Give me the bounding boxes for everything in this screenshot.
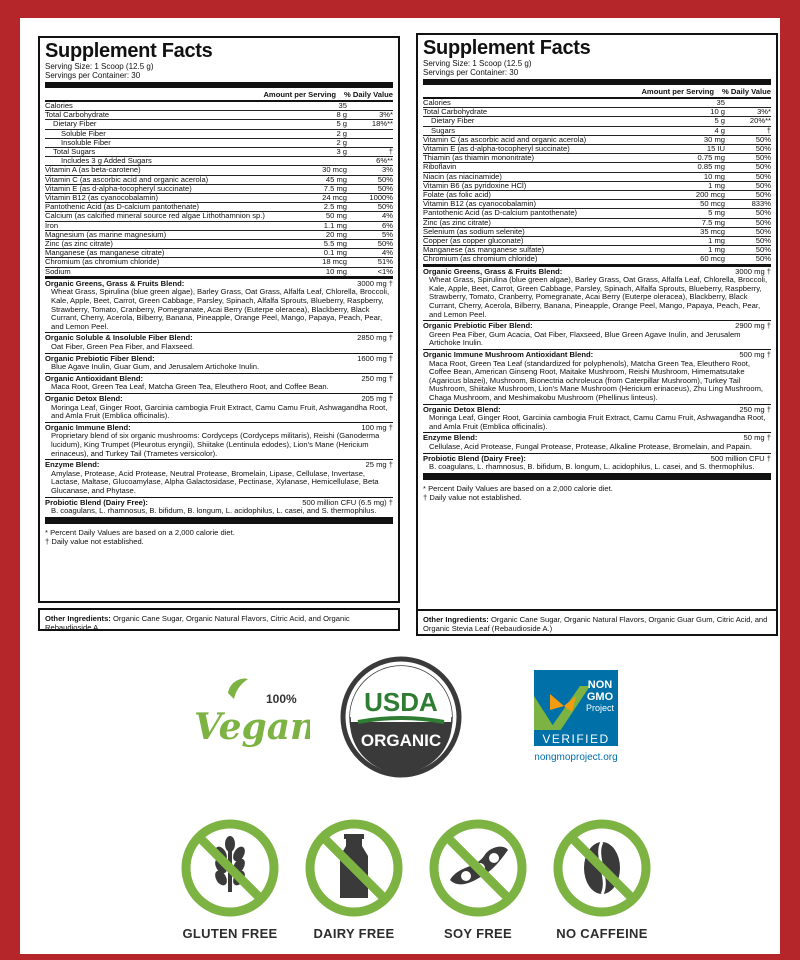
nutrient-amount: 20 mg [325, 229, 347, 239]
blend-ingredients: Wheat Grass, Spirulina (blue green algae), Barley Grass, Oat Grass, Alfalfa Leaf, Chlorella, Broccoli, Kale, Apple, Beet, Carrot, Green Cabbage, Parsley, Spinach, Alfalfa Sprouts, Blueberry, Raspberry, Strawberry, Tomato, Cranberry, Pomegranate, Acai Berry (Euterpe oleracea), Blackberry, Black Currant, Cherry, Acerola, Bilberry, Banana, Pineapple, Orange Peel, Mango, Papaya, Peach, Pear, and Lemon Peel. [51, 287, 390, 331]
nutrient-name: Vitamin B6 (as pyridoxine HCl) [423, 181, 527, 190]
blend-name: Organic Prebiotic Fiber Blend: [423, 321, 533, 331]
nutrient-dv: † [766, 125, 771, 135]
blend-list [45, 279, 393, 518]
nutrient-amount: 50 mcg [700, 199, 725, 209]
nutrient-name: Chromium (as chromium chloride) [423, 255, 538, 264]
usda-text: USDA [364, 687, 438, 717]
vegan-word: Vegan [194, 706, 310, 748]
nutrient-name: Includes 3 g Added Sugars [61, 157, 152, 166]
verified-text: VERIFIED [542, 732, 610, 746]
servings-per-container: Servings per Container: 30 [423, 68, 519, 77]
nutrient-name: Vitamin C (as ascorbic acid and organic acerola) [423, 135, 587, 144]
nutrient-amount: 5 g [336, 119, 347, 129]
nutrient-name: Vitamin B12 (as cyanocobalamin) [423, 200, 536, 209]
dairy-free-label: DAIRY FREE [313, 926, 395, 941]
nutrient-dv: 50% [755, 190, 771, 200]
footnotes [45, 518, 393, 546]
blend-ingredients: Moringa Leaf, Ginger Root, Garcinia cambogia Fruit Extract, Camu Camu Fruit, Ashwagandha Root, and Amla Fruit (Emblica officinalis). [429, 413, 766, 431]
nutrient-amount: 0.1 mg [323, 248, 347, 258]
blend-item [45, 354, 393, 374]
nutrient-rows [45, 102, 393, 279]
nutrient-amount: 45 mg [325, 174, 347, 184]
blend-name: Organic Detox Blend: [45, 393, 123, 403]
blend-amount: 500 million CFU (6.5 mg) † [302, 497, 393, 507]
table-header [45, 88, 393, 102]
nutrient-amount: 200 mcg [695, 190, 725, 200]
vegan-percent: 100% [266, 692, 297, 706]
nutrient-row [45, 268, 393, 279]
ingredients-text: Organic Cane Sugar, Organic Natural Flavors, Organic Guar Gum, Citric Acid, and Organic Stevia Leaf (Rebaudioside A.) [423, 615, 768, 633]
blend-ingredients: Amylase, Protease, Acid Protease, Neutral Protease, Bromelain, Lipase, Cellulase, Invertase, Lactase, Maltase, Glucoamylase, Alpha Galactosidase, Pectinase, Xylanase, Hemicellulase, Beta Glucanase, and Phytase. [51, 468, 379, 495]
nutrient-dv: 50% [755, 144, 771, 154]
nutrient-name: Calcium (as calcified mineral source red algae Lithothamnion sp.) [45, 212, 265, 221]
nutrient-dv: 18%** [371, 119, 393, 129]
non-gmo-badge [520, 666, 630, 776]
nutrient-name: Total Sugars [53, 148, 96, 157]
blend-ingredients: Proprietary blend of six organic mushrooms: Cordyceps (Cordyceps militaris), Reishi (Ganoderma lucidum), King Trumpet (Pleurotus eryngii), Shiitake (Lentinula edodes), Lion's Mane (Hericium erinaceus), and Turkey Tail (Trametes versicolor). [51, 431, 380, 458]
nutrient-dv: 6% [382, 220, 393, 230]
nutrient-amount: 35 [338, 101, 347, 110]
nutrient-name: Iron [45, 221, 59, 230]
blend-amount: 3000 mg † [357, 278, 393, 288]
label-card [20, 18, 780, 954]
nutrient-rows [423, 99, 771, 267]
nutrient-dv: 50% [377, 202, 393, 212]
blend-name: Organic Immune Blend: [45, 422, 131, 432]
nutrient-dv: † [388, 147, 393, 157]
supplement-facts-right [416, 33, 778, 615]
nutrient-amount: 10 g [710, 107, 725, 117]
table-header [423, 85, 771, 99]
nutrient-name: Dietary Fiber [431, 117, 475, 126]
nutrient-amount: 1.1 mg [323, 220, 347, 230]
nutrient-name: Vitamin B12 (as cyanocobalamin) [45, 194, 158, 203]
nutrient-name: Dietary Fiber [53, 120, 97, 129]
blend-amount: 2850 mg † [357, 333, 393, 343]
nutrient-name: Insoluble Fiber [61, 138, 111, 147]
nutrient-dv: 833% [751, 199, 771, 209]
nutrient-amount: 15 IU [706, 144, 725, 154]
nutrient-name: Sugars [431, 126, 456, 135]
nutrient-dv: 50% [755, 171, 771, 181]
nutrient-dv: 4% [382, 211, 393, 221]
blend-ingredients: Moringa Leaf, Ginger Root, Garcinia cambogia Fruit Extract, Camu Camu Fruit, Ashwagandha Root, and Amla Fruit (Emblica officinalis). [51, 402, 388, 421]
nutrient-dv: 50% [377, 183, 393, 193]
blend-ingredients: B. coagulans, L. rhamnosus, B. bifidum, B. longum, L. acidophilus, L. casei, and S. thermophilus. [429, 462, 755, 472]
nutrient-amount: 7.5 mg [701, 217, 725, 227]
nutrient-amount: 50 mg [325, 211, 347, 221]
blend-amount: 500 mg † [739, 350, 771, 359]
nutrient-name: Niacin (as niacinamide) [423, 172, 502, 181]
blend-item [45, 374, 393, 394]
blend-ingredients: Oat Fiber, Green Pea Fiber, and Flaxseed. [51, 342, 195, 352]
servings-per-container: Servings per Container: 30 [45, 71, 141, 80]
blend-amount: 250 mg † [361, 373, 393, 383]
nutrient-amount: 1 mg [708, 245, 725, 255]
nutrient-name: Sodium [45, 267, 71, 276]
nutrient-amount: 35 mcg [700, 226, 725, 236]
header-daily-value: % Daily Value [722, 87, 771, 96]
footnote-dagger: † Daily value not established. [45, 536, 144, 546]
nutrient-dv: 50% [755, 134, 771, 144]
blend-name: Organic Immune Mushroom Antioxidant Blend: [423, 350, 594, 359]
soy-free-icon [428, 818, 528, 918]
usda-organic-badge [340, 656, 462, 778]
blend-list [423, 267, 771, 474]
nutrient-dv: 3%* [379, 110, 393, 120]
blend-amount: 250 mg † [739, 404, 771, 414]
nutrient-amount: 35 [716, 98, 725, 107]
blend-name: Enzyme Blend: [423, 433, 478, 443]
blend-item [45, 394, 393, 423]
nutrient-amount: 0.75 mg [697, 153, 725, 163]
serving-size: Serving Size: 1 Scoop (12.5 g) [45, 62, 154, 71]
nutrient-name: Magnesium (as marine magnesium) [45, 230, 167, 239]
ingredients-text: Organic Cane Sugar, Organic Natural Flavors, Citric Acid, and Organic Rebaudioside A. [45, 614, 350, 632]
blend-amount: 25 mg † [365, 460, 393, 470]
nutrient-dv: 50% [755, 153, 771, 163]
nutrient-amount: 5.5 mg [323, 239, 347, 249]
blend-item [423, 350, 771, 405]
nutrient-dv: 6%** [376, 156, 393, 166]
nutrient-dv: 5% [382, 229, 393, 239]
no-caffeine-label: NO CAFFEINE [556, 926, 648, 941]
vegan-badge [190, 673, 310, 753]
gluten-free-icon [180, 818, 280, 918]
blend-ingredients: Wheat Grass, Spirulina (blue green algae), Barley Grass, Oat Grass, Alfalfa Leaf, Chlorella, Broccoli, Kale, Apple, Beet, Carrot, Green Cabbage, Parsley, Spinach, Alfalfa Sprouts, Blueberry, Raspberry, Strawberry, Tomato, Cranberry, Pomegranate, Acai Berry (Euterpe oleracea), Blackberry, Black Currant, Cherry, Acerola, Bilberry, Banana, Pineapple, Orange Peel, Mango, Papaya, Peach, Pear, and Lemon Peel. [429, 275, 768, 319]
blend-ingredients: Green Pea Fiber, Gum Acacia, Oat Fiber, Flaxseed, Blue Green Agave Inulin, and Jerusalem Artichoke Inulin. [429, 329, 741, 348]
blend-name: Organic Greens, Grass & Fruits Blend: [45, 278, 185, 288]
blend-name: Organic Antioxidant Blend: [45, 373, 144, 383]
nutrient-name: Thiamin (as thiamin mononitrate) [423, 154, 534, 163]
serving-size: Serving Size: 1 Scoop (12.5 g) [423, 59, 532, 68]
blend-name: Probiotic Blend (Dairy Free): [423, 453, 526, 463]
nutrient-amount: 24 mcg [322, 193, 347, 203]
blend-item [45, 279, 393, 334]
blend-amount: 1600 mg † [357, 353, 393, 363]
nutrient-name: Soluble Fiber [61, 129, 106, 138]
nutrient-name: Selenium (as sodium selenite) [423, 227, 525, 236]
blend-amount: 50 mg † [743, 433, 771, 443]
ingredients-label: Other Ingredients: [423, 615, 489, 624]
nutrient-dv: 50% [377, 239, 393, 249]
nutrient-amount: 7.5 mg [323, 183, 347, 193]
blend-name: Organic Prebiotic Fiber Blend: [45, 353, 155, 363]
footnote-percent: * Percent Daily Values are based on a 2,000 calorie diet. [45, 527, 235, 537]
nutrient-name: Vitamin A (as beta-carotene) [45, 166, 141, 175]
nutrient-name: Total Carbohydrate [423, 108, 488, 117]
nutrient-amount: 10 mg [703, 171, 725, 181]
nutrient-amount: 60 mcg [700, 254, 725, 264]
nutrient-amount: 5 g [714, 116, 725, 126]
nutrient-dv: <1% [377, 266, 393, 276]
gmo-text: GMO [586, 691, 614, 703]
nutrient-name: Pantothenic Acid (as D-calcium pantothenate) [423, 209, 578, 218]
nutrient-amount: 4 g [714, 125, 725, 135]
nutrient-name: Manganese (as manganese citrate) [45, 249, 165, 258]
blend-name: Organic Detox Blend: [423, 404, 501, 414]
blend-ingredients: B. coagulans, L. rhamnosus, B. bifidum, B. longum, L. acidophilus, L. casei, and S. thermophilus. [51, 506, 377, 516]
blend-amount: 2900 mg † [735, 321, 771, 331]
soy-free-label: SOY FREE [444, 926, 512, 941]
nutrient-name: Riboflavin [423, 163, 457, 172]
nutrient-dv: 50% [755, 236, 771, 246]
gluten-free-label: GLUTEN FREE [182, 926, 278, 941]
blend-amount: 3000 mg † [735, 266, 771, 276]
nutrient-amount: 2 g [336, 128, 347, 138]
nutrient-name: Zinc (as zinc citrate) [423, 218, 491, 227]
nutrient-dv: 1000% [369, 193, 393, 203]
nutrient-dv: 4% [382, 248, 393, 258]
nutrient-dv: 51% [377, 257, 393, 267]
nutrient-dv: 50% [755, 226, 771, 236]
nutrient-row [423, 255, 771, 266]
nutrient-name: Pantothenic Acid (as D-calcium pantothenate) [45, 203, 200, 212]
nutrient-amount: 18 mcg [322, 257, 347, 267]
footnote-dagger: † Daily value not established. [423, 492, 522, 502]
nutrient-dv: 50% [755, 245, 771, 255]
nutrient-name: Copper (as copper gluconate) [423, 237, 524, 246]
nutrient-name: Folate (as folic acid) [423, 191, 491, 200]
blend-item [423, 454, 771, 474]
blend-name: Probiotic Blend (Dairy Free): [45, 497, 148, 507]
blend-item [45, 423, 393, 460]
nutrient-row [45, 148, 393, 157]
blend-item [423, 433, 771, 453]
blend-amount: 100 mg † [361, 422, 393, 432]
nutrient-dv: 50% [755, 217, 771, 227]
nutrient-amount: 2.5 mg [323, 202, 347, 212]
panel-title: Supplement Facts [45, 40, 213, 62]
url-text: nongmoproject.org [534, 752, 618, 763]
nutrient-amount: 1 mg [708, 180, 725, 190]
nutrient-name: Zinc (as zinc citrate) [45, 240, 113, 249]
header-daily-value: % Daily Value [344, 90, 393, 99]
header-amount: Amount per Serving [263, 90, 337, 99]
nutrient-name: Chromium (as chromium chloride) [45, 258, 160, 267]
blend-ingredients: Maca Root, Green Tea Leaf (standardized for polyphenols), Matcha Green Tea, Eleuthero Root, Coffee Bean, American Ginseng Root, Maitake Mushroom, Reishi Mushroom, Himematsutake (Agaricus blazei), Mushroom, Bionectria ochroleuca (from Caterpillar Mushroom), Turkey Tail Mushroom, Shiitake Mushroom, Lion's Mane Mushroom (Hericium erinaceus), Zhu Ling Mushroom, Chaga Mushroom, and Meshimakobu Mushroom (Phellinus linteus). [429, 358, 764, 402]
blend-amount: 205 mg † [361, 393, 393, 403]
nutrient-dv: 50% [755, 208, 771, 218]
nutrient-amount: 30 mg [703, 134, 725, 144]
blend-item [45, 460, 393, 497]
nutrient-dv: 50% [377, 174, 393, 184]
no-caffeine-icon [552, 818, 652, 918]
footnotes [423, 474, 771, 502]
blend-item [423, 405, 771, 434]
panel-title: Supplement Facts [423, 37, 591, 59]
nutrient-dv: 50% [755, 162, 771, 172]
nutrient-name: Vitamin E (as d-alpha-tocopheryl succinate) [45, 184, 192, 193]
nutrient-dv: 20%** [749, 116, 771, 126]
nutrient-dv: 50% [755, 254, 771, 264]
dairy-free-icon [304, 818, 404, 918]
organic-text: ORGANIC [360, 731, 442, 750]
other-ingredients-left [38, 608, 400, 631]
nutrient-name: Vitamin E (as d-alpha-tocopheryl succinate) [423, 145, 570, 154]
nutrient-name: Vitamin C (as ascorbic acid and organic acerola) [45, 175, 209, 184]
footnote-percent: * Percent Daily Values are based on a 2,000 calorie diet. [423, 483, 613, 493]
blend-item [423, 267, 771, 322]
nutrient-dv: 3% [382, 165, 393, 175]
nutrient-name: Total Carbohydrate [45, 111, 110, 120]
nutrient-amount: 30 mcg [322, 165, 347, 175]
blend-name: Organic Soluble & Insoluble Fiber Blend: [45, 333, 193, 343]
ingredients-label: Other Ingredients: [45, 614, 111, 623]
nutrient-name: Calories [45, 102, 73, 110]
nutrient-amount: 10 mg [325, 266, 347, 276]
nutrient-name: Calories [423, 99, 451, 107]
non-text: NON [587, 679, 613, 691]
blend-ingredients: Cellulase, Acid Protease, Fungal Protease, Protease, Alkaline Protease, Bromelain, and Papain. [429, 441, 752, 451]
blend-ingredients: Blue Agave Inulin, Guar Gum, and Jerusalem Artichoke Inulin. [51, 362, 260, 372]
vegan-leaf-icon [228, 679, 248, 699]
blend-ingredients: Maca Root, Green Tea Leaf, Matcha Green Tea, Eleuthero Root, and Coffee Bean. [51, 382, 329, 392]
project-text: Project [585, 703, 615, 713]
nutrient-amount: 5 mg [708, 208, 725, 218]
blend-item [423, 321, 771, 350]
blend-name: Organic Greens, Grass & Fruits Blend: [423, 266, 563, 276]
nutrient-dv: 50% [755, 180, 771, 190]
blend-item [45, 333, 393, 353]
nutrient-amount: 0.85 mg [697, 162, 725, 172]
nutrient-name: Manganese (as manganese sulfate) [423, 246, 545, 255]
other-ingredients-right [416, 609, 778, 636]
blend-item [45, 498, 393, 518]
nutrient-amount: 2 g [336, 137, 347, 147]
blend-amount: 500 million CFU † [710, 453, 771, 463]
supplement-facts-left [38, 36, 400, 603]
header-amount: Amount per Serving [641, 87, 715, 96]
nutrient-dv: 3%* [757, 107, 771, 117]
nutrient-amount: 8 g [336, 110, 347, 120]
blend-name: Enzyme Blend: [45, 460, 100, 470]
nutrient-amount: 3 g [336, 147, 347, 157]
nutrient-amount: 1 mg [708, 236, 725, 246]
